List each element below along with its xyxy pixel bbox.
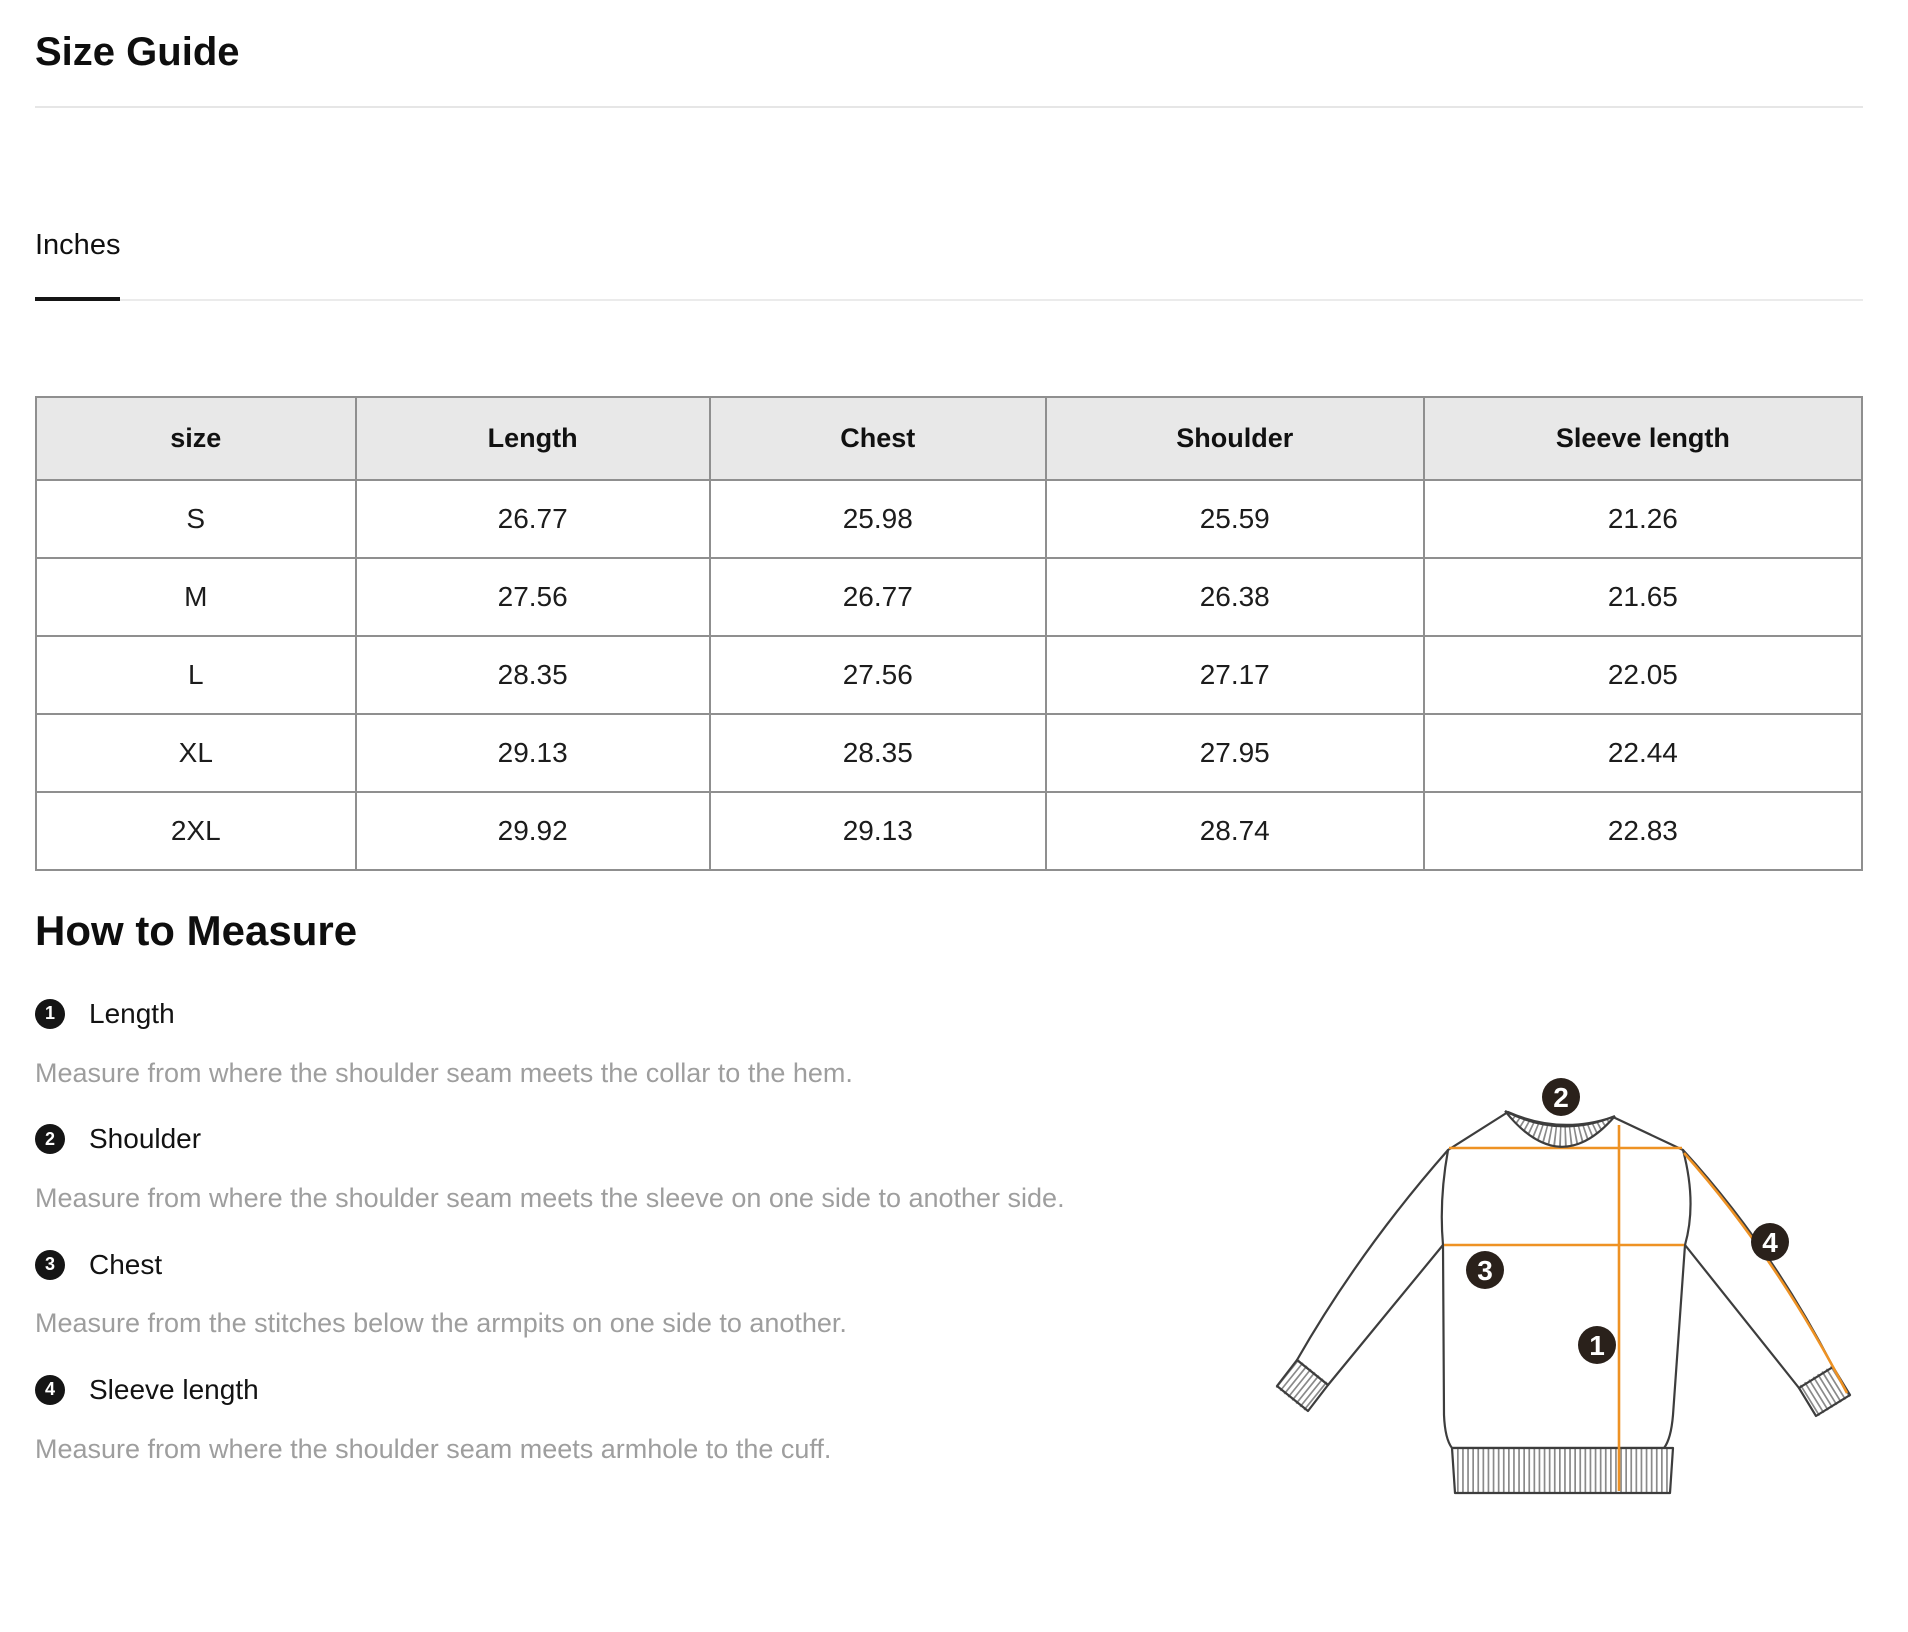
value-cell: 25.59 <box>1046 480 1424 558</box>
tab-inches[interactable]: Inches <box>35 228 120 299</box>
column-header: Chest <box>710 397 1046 480</box>
left-sleeve <box>1297 1150 1448 1385</box>
value-cell: 26.77 <box>356 480 710 558</box>
measure-number-badge: 1 <box>35 999 65 1029</box>
value-cell: 26.77 <box>710 558 1046 636</box>
measure-item-description: Measure from where the shoulder seam meets armhole to the cuff. <box>35 1433 832 1464</box>
value-cell: 21.26 <box>1424 480 1862 558</box>
sweater-diagram <box>1255 1075 1875 1515</box>
size-cell: S <box>36 480 356 558</box>
unit-tabbar <box>35 228 1863 301</box>
size-cell: L <box>36 636 356 714</box>
value-cell: 26.38 <box>1046 558 1424 636</box>
diagram-badge-1 <box>1578 1326 1616 1364</box>
value-cell: 27.56 <box>710 636 1046 714</box>
title-divider <box>35 106 1863 108</box>
value-cell: 21.65 <box>1424 558 1862 636</box>
measure-item-label: Chest <box>89 1248 163 1280</box>
column-header: Sleeve length <box>1424 397 1862 480</box>
size-cell: XL <box>36 714 356 792</box>
table-row <box>36 636 1862 714</box>
diagram-badge-4 <box>1751 1223 1789 1261</box>
value-cell: 27.95 <box>1046 714 1424 792</box>
diagram-badge-label: 2 <box>1553 1082 1569 1113</box>
measure-number-badge: 2 <box>35 1124 65 1154</box>
value-cell: 28.74 <box>1046 792 1424 870</box>
how-to-measure-title: How to Measure <box>35 906 358 954</box>
page-title: Size Guide <box>35 30 240 74</box>
value-cell: 22.05 <box>1424 636 1862 714</box>
size-cell: 2XL <box>36 792 356 870</box>
value-cell: 25.98 <box>710 480 1046 558</box>
size-table-header-row <box>36 397 1862 480</box>
diagram-badge-3 <box>1466 1251 1504 1289</box>
table-row <box>36 480 1862 558</box>
measure-item-length <box>35 997 1863 1031</box>
measure-item-description: Measure from where the shoulder seam meets the collar to the hem. <box>35 1057 853 1088</box>
diagram-badge-label: 4 <box>1762 1227 1778 1258</box>
diagram-badge-label: 1 <box>1589 1330 1605 1361</box>
value-cell: 27.56 <box>356 558 710 636</box>
size-table <box>35 396 1863 871</box>
value-cell: 29.92 <box>356 792 710 870</box>
measure-item-label: Shoulder <box>89 1123 202 1155</box>
size-table-body <box>36 480 1862 870</box>
value-cell: 22.83 <box>1424 792 1862 870</box>
value-cell: 29.13 <box>356 714 710 792</box>
measure-item-description: Measure from the stitches below the armpits on one side to another. <box>35 1308 847 1339</box>
size-cell: M <box>36 558 356 636</box>
hem-band <box>1452 1448 1673 1493</box>
measure-item-label: Sleeve length <box>89 1374 259 1406</box>
table-row <box>36 792 1862 870</box>
column-header: Length <box>356 397 710 480</box>
measure-number-badge: 3 <box>35 1250 65 1280</box>
measure-number-badge: 4 <box>35 1375 65 1405</box>
right-sleeve <box>1683 1150 1833 1388</box>
diagram-badge-label: 3 <box>1477 1255 1493 1286</box>
table-row <box>36 558 1862 636</box>
table-row <box>36 714 1862 792</box>
measure-item-description: Measure from where the shoulder seam meets the sleeve on one side to another side. <box>35 1183 1065 1214</box>
value-cell: 22.44 <box>1424 714 1862 792</box>
value-cell: 27.17 <box>1046 636 1424 714</box>
value-cell: 29.13 <box>710 792 1046 870</box>
value-cell: 28.35 <box>356 636 710 714</box>
diagram-badge-2 <box>1542 1078 1580 1116</box>
column-header: Shoulder <box>1046 397 1424 480</box>
column-header: size <box>36 397 356 480</box>
value-cell: 28.35 <box>710 714 1046 792</box>
measure-item-label: Length <box>89 998 175 1030</box>
